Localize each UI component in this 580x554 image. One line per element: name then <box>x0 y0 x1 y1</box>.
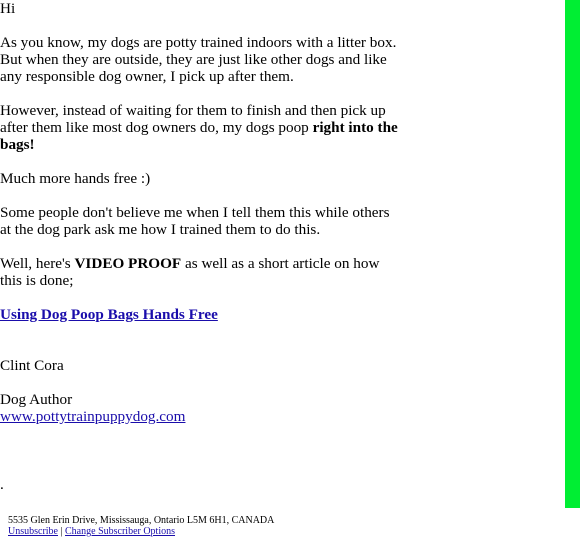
paragraph-poop-bags <box>0 102 404 153</box>
paragraph-dog-park: Some people don't believe me when I tell them this while others at the dog park ask me how I trained them to do this. <box>0 204 390 238</box>
unsubscribe-link[interactable]: Unsubscribe <box>8 526 58 537</box>
paragraph-litter-box: As you know, my dogs are potty trained indoors with a litter box. But when they are outside, they are just like other dogs and like any responsible dog owner, I pick up after them. <box>0 34 397 85</box>
trailing-dot: . <box>0 476 4 493</box>
video-proof-lead: Well, here's <box>0 255 75 272</box>
video-proof-end: as well as a short article on how this is done; <box>0 255 380 289</box>
footer-separator: | <box>60 526 63 537</box>
signature-link-line <box>0 408 404 425</box>
footer-links <box>8 526 274 537</box>
spacer <box>0 442 404 476</box>
paragraph-poop-bags-text: However, instead of waiting for them to finish and then pick up after them like most dog owners do, my dogs poop <box>0 102 386 136</box>
signature-title: Dog Author <box>0 391 73 408</box>
article-link-line <box>0 306 404 323</box>
spacer <box>0 425 404 442</box>
green-side-bar <box>565 0 580 508</box>
signature-website-link[interactable]: www.pottytrainpuppydog.com <box>0 408 186 425</box>
paragraph-hands-free: Much more hands free :) <box>0 170 151 187</box>
email-footer <box>8 515 274 537</box>
footer-address: 5535 Glen Erin Drive, Mississauga, Ontario L5M 6H1, CANADA <box>8 515 275 526</box>
video-proof-bold: VIDEO PROOF <box>74 255 182 272</box>
paragraph-video-proof <box>0 255 404 289</box>
greeting: Hi <box>0 0 16 17</box>
signature-name: Clint Cora <box>0 357 64 374</box>
spacer <box>0 323 404 357</box>
paragraph-poop-bags-bold: right into the bags! <box>0 119 398 153</box>
article-link[interactable]: Using Dog Poop Bags Hands Free <box>0 306 218 323</box>
change-subscriber-options-link[interactable]: Change Subscriber Options <box>65 526 176 537</box>
